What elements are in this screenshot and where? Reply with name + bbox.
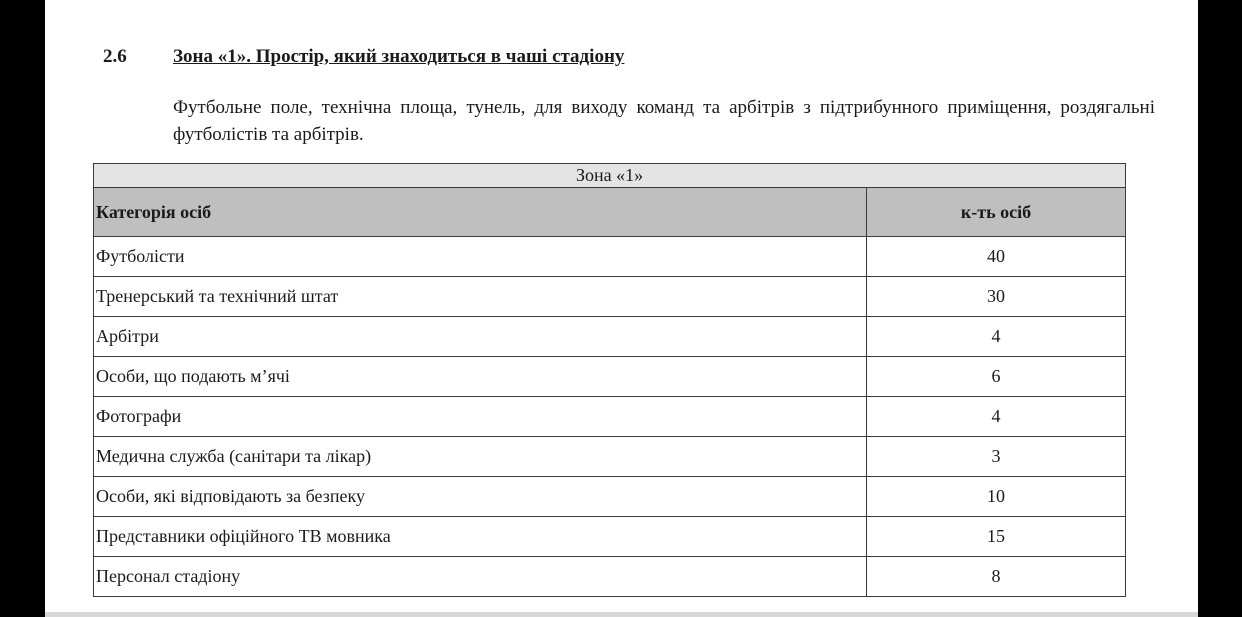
count-cell: 30	[867, 277, 1126, 317]
section-paragraph: Футбольне поле, технічна площа, тунель, для виходу команд та арбітрів з підтрибунного приміщення, роздягальні футболістів та арбітрів.	[173, 97, 1155, 145]
category-cell: Медична служба (санітари та лікар)	[94, 437, 867, 477]
count-cell: 4	[867, 397, 1126, 437]
section-title: Зона «1». Простір, який знаходиться в чаші стадіону	[173, 46, 625, 67]
count-cell: 6	[867, 357, 1126, 397]
table-row	[94, 357, 1126, 397]
column-header-category: Категорія осіб	[94, 188, 867, 237]
table-row	[94, 477, 1126, 517]
count-cell: 10	[867, 477, 1126, 517]
category-cell: Особи, які відповідають за безпеку	[94, 477, 867, 517]
count-cell: 15	[867, 517, 1126, 557]
document-page	[45, 0, 1198, 612]
category-cell: Фотографи	[94, 397, 867, 437]
page-bottom-edge	[45, 612, 1198, 617]
table-row	[94, 517, 1126, 557]
table-row	[94, 317, 1126, 357]
category-cell: Представники офіційного ТВ мовника	[94, 517, 867, 557]
category-cell: Особи, що подають м’ячі	[94, 357, 867, 397]
count-cell: 3	[867, 437, 1126, 477]
category-cell: Арбітри	[94, 317, 867, 357]
count-cell: 4	[867, 317, 1126, 357]
table-row	[94, 397, 1126, 437]
count-cell: 40	[867, 237, 1126, 277]
table-row	[94, 277, 1126, 317]
section-number: 2.6	[103, 46, 127, 67]
table-header-row	[94, 188, 1126, 237]
table-title: Зона «1»	[94, 164, 1126, 188]
category-cell: Тренерський та технічний штат	[94, 277, 867, 317]
table-row	[94, 437, 1126, 477]
table-row	[94, 237, 1126, 277]
column-header-count: к-ть осіб	[867, 188, 1126, 237]
zone-table	[93, 163, 1126, 597]
category-cell: Персонал стадіону	[94, 557, 867, 597]
table-row	[94, 557, 1126, 597]
count-cell: 8	[867, 557, 1126, 597]
category-cell: Футболісти	[94, 237, 867, 277]
